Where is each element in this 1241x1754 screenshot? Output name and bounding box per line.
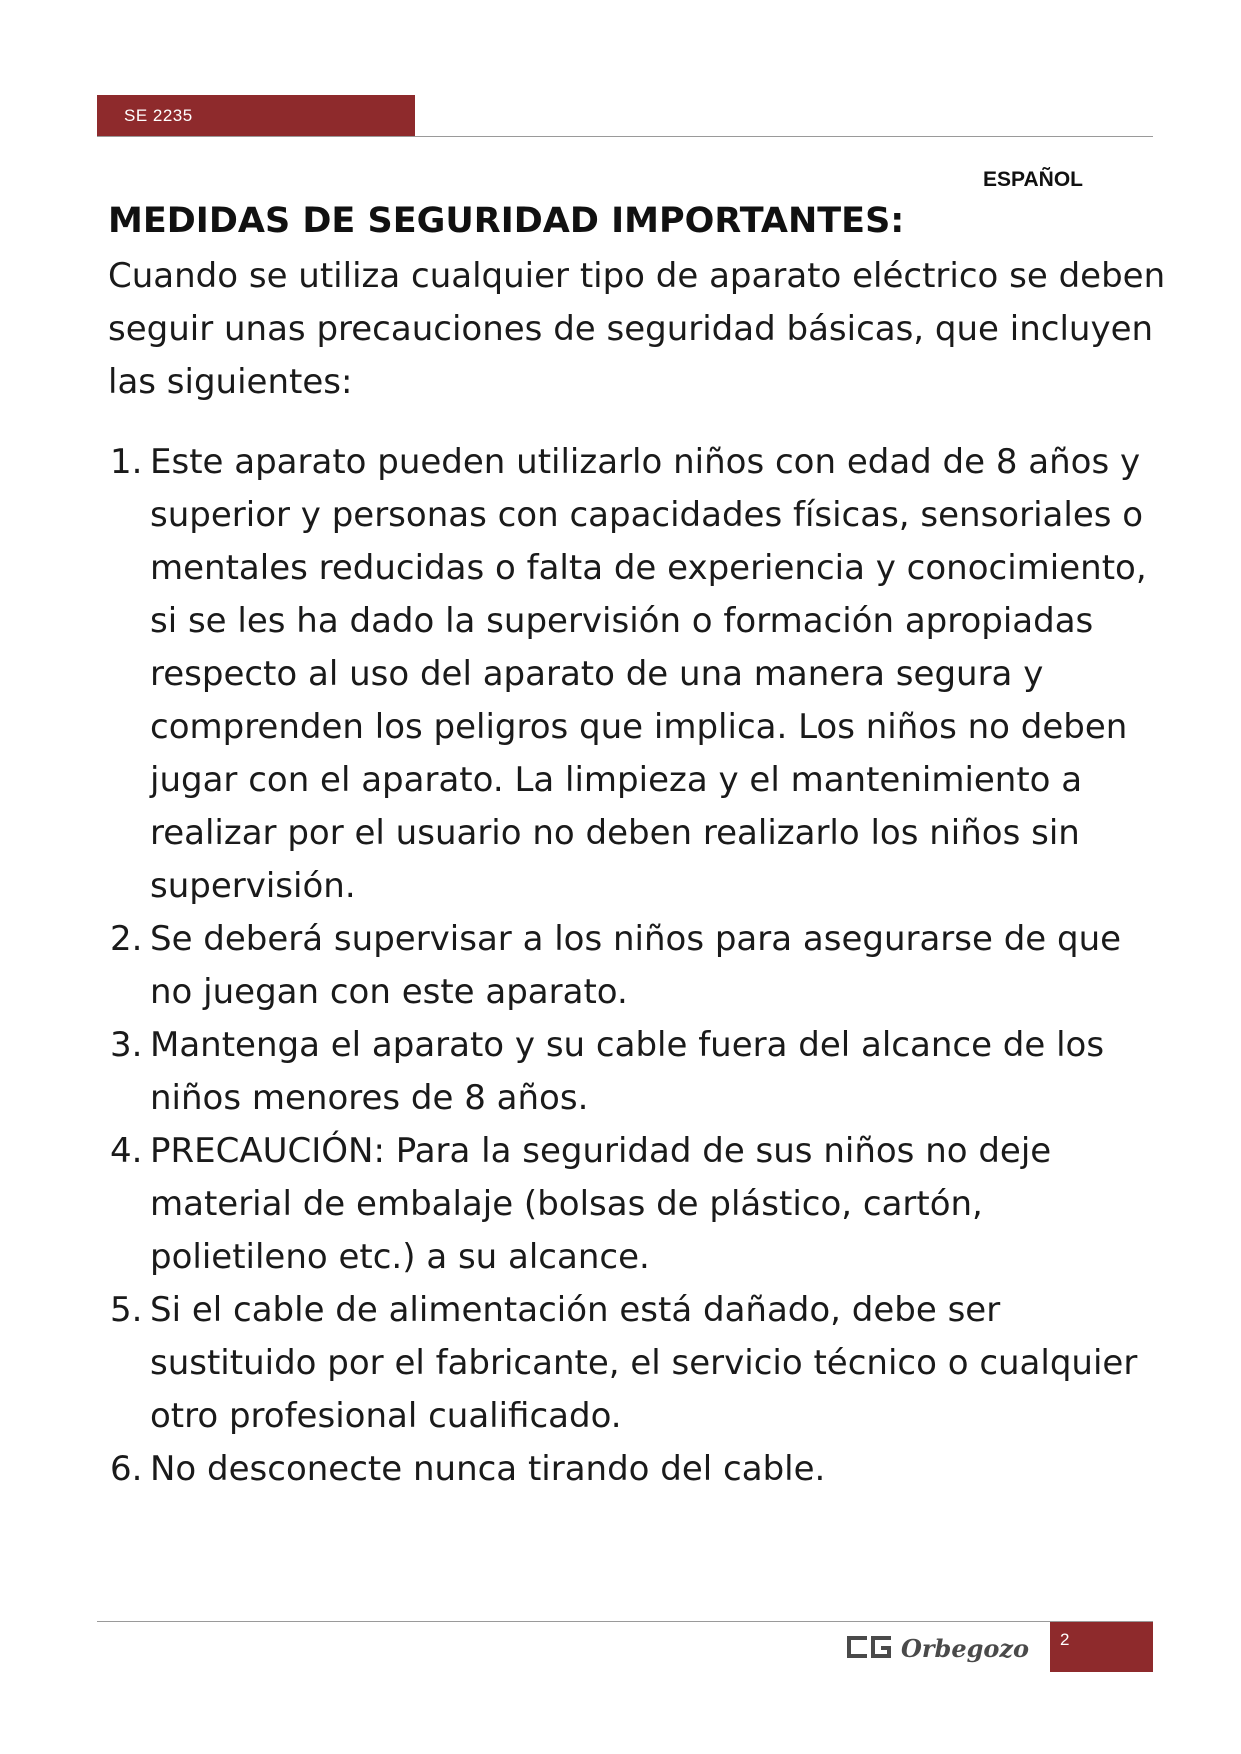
list-item — [110, 913, 1170, 1019]
item-number: 2. — [110, 919, 143, 959]
list-item — [110, 436, 1170, 913]
item-text: Mantenga el aparato y su cable fuera del alcance de los niños menores de 8 años. — [150, 1025, 1105, 1118]
item-text: PRECAUCIÓN: Para la seguridad de sus niños no deje material de embalaje (bolsas de plástico, cartón, polietileno etc.) a su alcance. — [150, 1131, 1052, 1277]
item-text: No desconecte nunca tirando del cable. — [150, 1449, 826, 1489]
page-number: 2 — [1060, 1630, 1070, 1649]
intro-paragraph: Cuando se utiliza cualquier tipo de aparato eléctrico se deben seguir unas precauciones de seguridad básicas, que incluyen las siguientes: — [108, 256, 1166, 402]
item-text: Si el cable de alimentación está dañado, debe ser sustituido por el fabricante, el servicio técnico o cualquier otro profesional cualificado. — [150, 1290, 1138, 1436]
list-item — [110, 1284, 1170, 1443]
safety-instructions-list — [110, 436, 1170, 1496]
item-number: 3. — [110, 1025, 143, 1065]
brand-logo — [845, 1628, 1045, 1668]
item-number: 6. — [110, 1449, 143, 1489]
language-label: ESPAÑOL — [983, 168, 1083, 191]
item-number: 4. — [110, 1131, 143, 1171]
brand-mark-icon — [847, 1636, 891, 1658]
list-item — [110, 1443, 1170, 1496]
brand-wordmark: Orbegozo — [901, 1634, 1030, 1663]
header-divider — [97, 136, 1153, 137]
item-text: Se deberá supervisar a los niños para asegurarse de que no juegan con este aparato. — [150, 919, 1122, 1012]
footer-divider — [97, 1621, 1153, 1622]
page-title: MEDIDAS DE SEGURIDAD IMPORTANTES: — [108, 201, 905, 241]
item-text: Este aparato pueden utilizarlo niños con edad de 8 años y superior y personas con capacidades físicas, sensoriales o mentales reducidas o falta de experiencia y conocimiento, si se les ha dado la supervisión o formación apropiadas respecto al uso del aparato de una manera segura y comprenden los peligros que implica. Los niños no deben jugar con el aparato. La limpieza y el mantenimiento a realizar por el usuario no deben realizarlo los niños sin supervisión. — [150, 442, 1147, 906]
list-item — [110, 1019, 1170, 1125]
item-number: 1. — [110, 442, 143, 482]
model-number: SE 2235 — [124, 106, 193, 125]
item-number: 5. — [110, 1290, 143, 1330]
list-item — [110, 1125, 1170, 1284]
